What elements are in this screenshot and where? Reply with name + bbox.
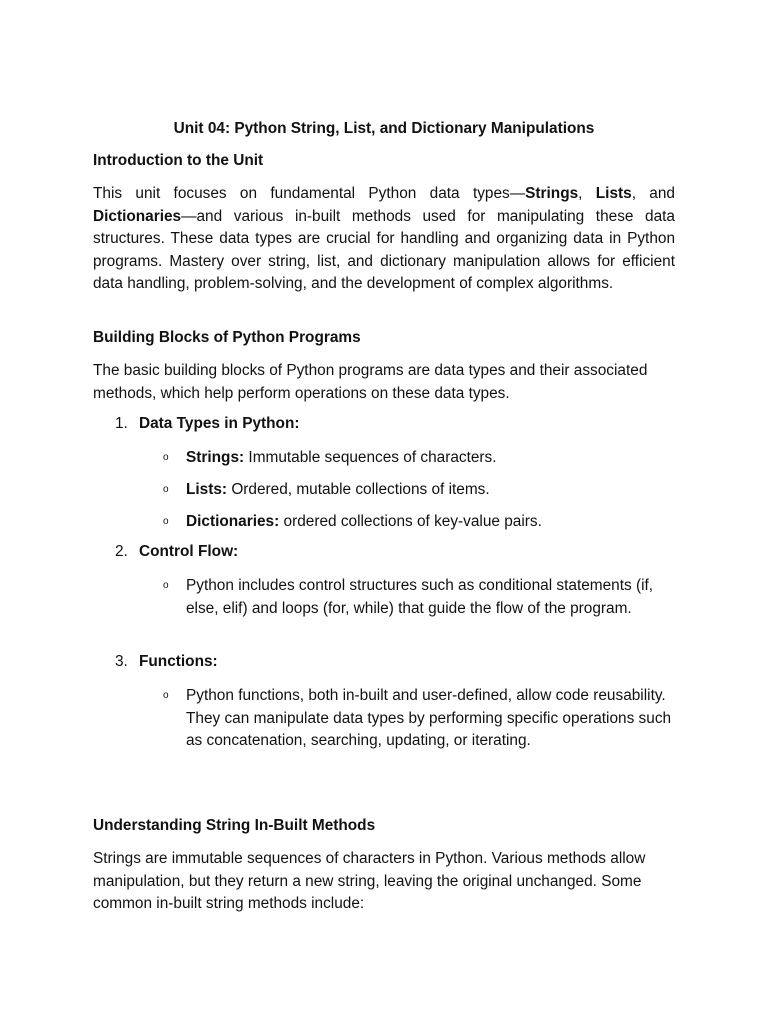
bullet-icon: o xyxy=(163,484,169,495)
intro-term-lists: Lists xyxy=(595,185,632,202)
numbered-item-control-flow xyxy=(115,543,238,561)
item-number: 2. xyxy=(115,543,128,560)
building-blocks-paragraph: The basic building blocks of Python programs are data types and their associated methods, which help perform operations on these data types. xyxy=(93,362,648,402)
list-item xyxy=(163,575,678,620)
numbered-item-data-types xyxy=(115,415,299,433)
item-number: 3. xyxy=(115,653,128,670)
intro-text-start: This unit focuses on fundamental Python data types— xyxy=(93,185,526,202)
bullet-text: Python functions, both in-built and user-defined, allow code reusability. They can manipulate data types by performing specific operations such as concatenation, searching, updating, or iterating. xyxy=(186,687,672,750)
intro-term-strings: Strings xyxy=(525,185,579,202)
item-label: Control Flow: xyxy=(139,543,239,560)
intro-sep-1: , xyxy=(578,185,596,202)
intro-sep-2: , and xyxy=(631,185,675,202)
list-item xyxy=(163,511,678,534)
building-blocks-heading: Building Blocks of Python Programs xyxy=(93,329,361,346)
string-methods-paragraph: Strings are immutable sequences of characters in Python. Various methods allow manipulation, but they return a new string, leaving the original unchanged. Some common in-built string methods include: xyxy=(93,850,646,913)
numbered-item-functions xyxy=(115,653,218,671)
item-label: Functions: xyxy=(139,653,218,670)
bullet-term: Strings: xyxy=(186,449,245,466)
bullet-icon: o xyxy=(163,580,169,591)
bullet-term: Lists: xyxy=(186,481,228,498)
item-label: Data Types in Python: xyxy=(139,415,300,432)
intro-term-dictionaries: Dictionaries xyxy=(93,207,182,225)
bullet-text: ordered collections of key-value pairs. xyxy=(279,513,542,530)
list-item xyxy=(163,447,678,470)
page-title: Unit 04: Python String, List, and Dictionary Manipulations xyxy=(173,120,595,137)
bullet-text: Python includes control structures such as conditional statements (if, else, elif) and loops (for, while) that guide the flow of the program. xyxy=(186,577,654,617)
list-item xyxy=(163,479,678,502)
bullet-text: Ordered, mutable collections of items. xyxy=(227,481,490,498)
bullet-term: Dictionaries: xyxy=(186,513,280,530)
intro-paragraph xyxy=(93,183,675,296)
bullet-icon: o xyxy=(163,690,169,701)
bullet-icon: o xyxy=(163,516,169,527)
bullet-text: Immutable sequences of characters. xyxy=(244,449,497,466)
bullet-icon: o xyxy=(163,452,169,463)
item-number: 1. xyxy=(115,415,128,432)
intro-text-end: —and various in-built methods used for manipulating these data structures. These data types are crucial for handling and organizing data in Python programs. Mastery over string, list, and dictionary manipulation allows for efficient data handling, problem-solving, and the development of complex algorithms. xyxy=(93,207,675,293)
list-item xyxy=(163,685,678,753)
intro-heading: Introduction to the Unit xyxy=(93,152,264,169)
string-methods-heading: Understanding String In-Built Methods xyxy=(93,817,376,834)
